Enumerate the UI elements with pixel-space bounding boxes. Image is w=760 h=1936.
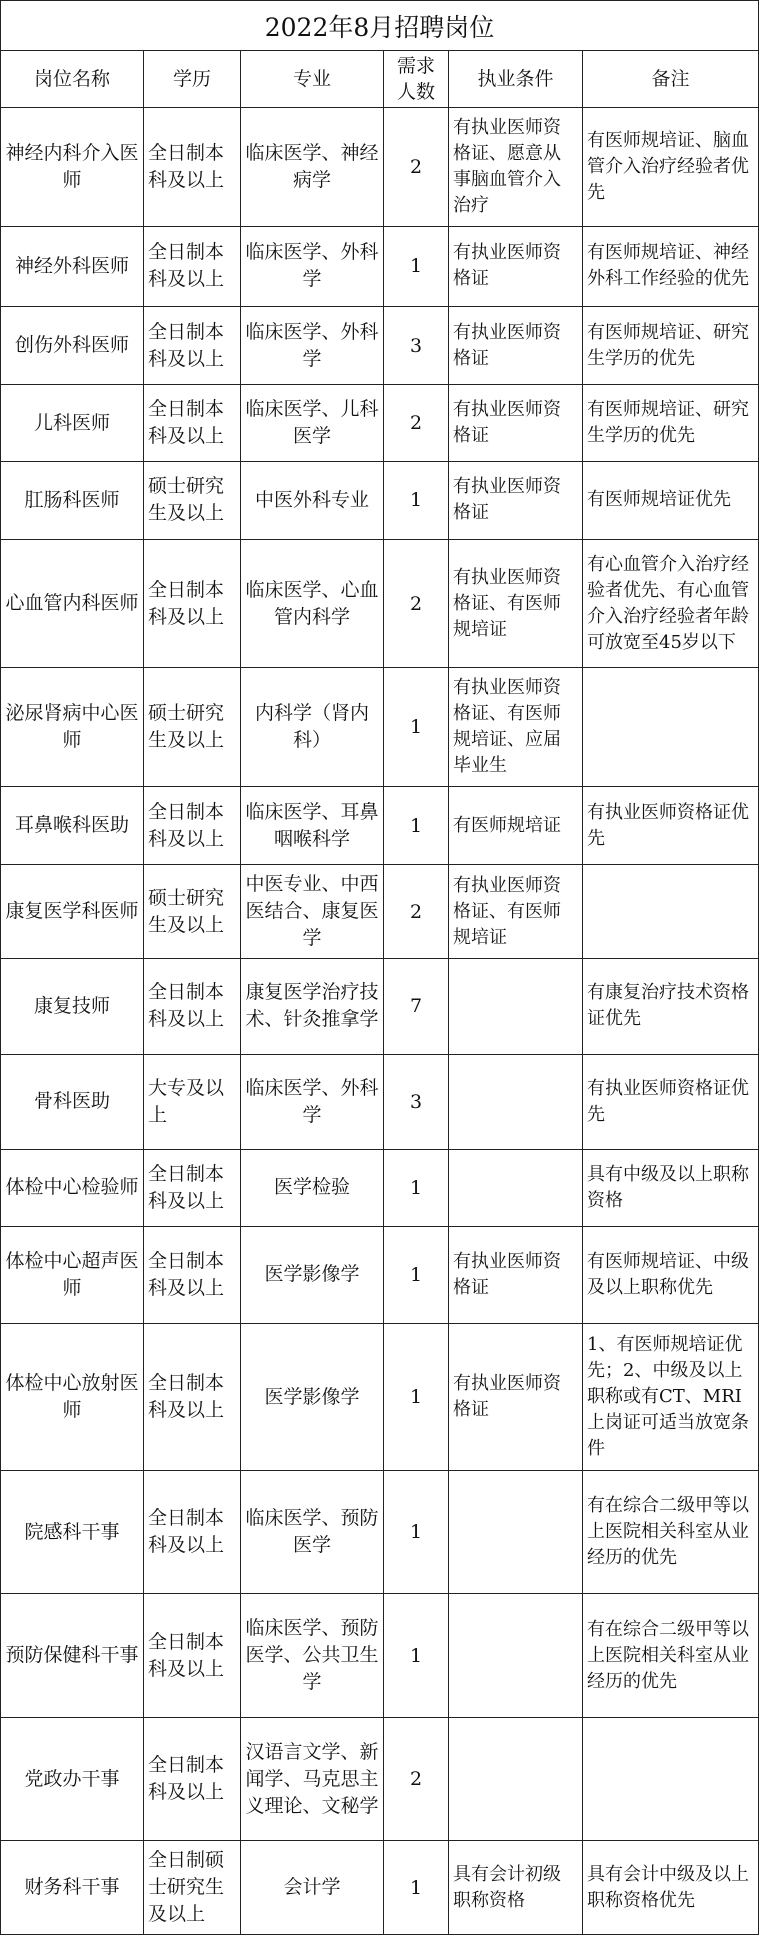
remarks-cell: 1、有医师规培证优先；2、中级及以上职称或有CT、MRI上岗证可适当放宽条件 <box>583 1324 759 1471</box>
major-cell: 医学检验 <box>241 1150 384 1226</box>
table-row <box>1 1054 759 1150</box>
table-row <box>1 1594 759 1718</box>
remarks-cell: 有执业医师资格证优先 <box>583 1054 759 1150</box>
education-cell: 全日制硕士研究生及以上 <box>144 1841 241 1935</box>
education-cell: 全日制本科及以上 <box>144 1718 241 1841</box>
qualification-cell: 有执业医师资格证、有医师规培证 <box>449 539 583 667</box>
major-cell: 临床医学、儿科医学 <box>241 385 384 461</box>
position-cell: 神经外科医师 <box>1 226 144 307</box>
count-cell: 1 <box>384 1841 449 1935</box>
qualification-cell: 有执业医师资格证 <box>449 226 583 307</box>
position-cell: 体检中心检验师 <box>1 1150 144 1226</box>
major-cell: 医学影像学 <box>241 1226 384 1324</box>
position-cell: 体检中心放射医师 <box>1 1324 144 1471</box>
education-cell: 大专及以上 <box>144 1054 241 1150</box>
count-cell: 1 <box>384 786 449 864</box>
major-cell: 临床医学、预防医学 <box>241 1471 384 1594</box>
count-cell: 1 <box>384 1471 449 1594</box>
remarks-cell <box>583 668 759 787</box>
column-header-count: 需求人数 <box>384 51 449 108</box>
remarks-cell: 具有会计中级及以上职称资格优先 <box>583 1841 759 1935</box>
count-cell: 2 <box>384 1718 449 1841</box>
qualification-cell: 有执业医师资格证、有医师规培证 <box>449 865 583 959</box>
count-cell: 1 <box>384 226 449 307</box>
title-row <box>1 1 759 51</box>
table-row <box>1 108 759 227</box>
position-cell: 儿科医师 <box>1 385 144 461</box>
count-cell: 2 <box>384 539 449 667</box>
qualification-cell: 有执业医师资格证、愿意从事脑血管介入治疗 <box>449 108 583 227</box>
table-row <box>1 958 759 1054</box>
education-cell: 全日制本科及以上 <box>144 786 241 864</box>
table-row <box>1 1150 759 1226</box>
major-cell: 临床医学、外科学 <box>241 226 384 307</box>
remarks-cell: 有医师规培证优先 <box>583 461 759 539</box>
education-cell: 全日制本科及以上 <box>144 108 241 227</box>
position-cell: 心血管内科医师 <box>1 539 144 667</box>
education-cell: 全日制本科及以上 <box>144 226 241 307</box>
count-cell: 2 <box>384 385 449 461</box>
table-row <box>1 226 759 307</box>
qualification-cell: 有执业医师资格证 <box>449 461 583 539</box>
major-cell: 医学影像学 <box>241 1324 384 1471</box>
position-cell: 体检中心超声医师 <box>1 1226 144 1324</box>
education-cell: 硕士研究生及以上 <box>144 668 241 787</box>
column-header-major: 专业 <box>241 51 384 108</box>
table-title: 2022年8月招聘岗位 <box>1 1 759 51</box>
position-cell: 肛肠科医师 <box>1 461 144 539</box>
qualification-cell: 有执业医师资格证、有医师规培证、应届毕业生 <box>449 668 583 787</box>
major-cell: 中医外科专业 <box>241 461 384 539</box>
major-cell: 临床医学、耳鼻咽喉科学 <box>241 786 384 864</box>
table-row <box>1 1471 759 1594</box>
education-cell: 全日制本科及以上 <box>144 1471 241 1594</box>
count-cell: 1 <box>384 1324 449 1471</box>
count-cell: 2 <box>384 108 449 227</box>
position-cell: 骨科医助 <box>1 1054 144 1150</box>
position-cell: 耳鼻喉科医助 <box>1 786 144 864</box>
remarks-cell: 有心血管介入治疗经验者优先、有心血管介入治疗经验者年龄可放宽至45岁以下 <box>583 539 759 667</box>
remarks-cell: 有医师规培证、脑血管介入治疗经验者优先 <box>583 108 759 227</box>
qualification-cell: 有执业医师资格证 <box>449 1324 583 1471</box>
column-header-remarks: 备注 <box>583 51 759 108</box>
table-body <box>1 108 759 1935</box>
count-cell: 7 <box>384 958 449 1054</box>
position-cell: 财务科干事 <box>1 1841 144 1935</box>
table-row <box>1 1718 759 1841</box>
count-cell: 3 <box>384 307 449 385</box>
count-cell: 1 <box>384 1594 449 1718</box>
remarks-cell: 有在综合二级甲等以上医院相关科室从业经历的优先 <box>583 1594 759 1718</box>
table-row <box>1 786 759 864</box>
count-cell: 1 <box>384 668 449 787</box>
header-row <box>1 51 759 108</box>
table-row <box>1 385 759 461</box>
position-cell: 党政办干事 <box>1 1718 144 1841</box>
qualification-cell <box>449 1054 583 1150</box>
position-cell: 神经内科介入医师 <box>1 108 144 227</box>
table-row <box>1 307 759 385</box>
qualification-cell <box>449 958 583 1054</box>
education-cell: 全日制本科及以上 <box>144 958 241 1054</box>
qualification-cell: 有医师规培证 <box>449 786 583 864</box>
table-row <box>1 1226 759 1324</box>
position-cell: 康复技师 <box>1 958 144 1054</box>
position-cell: 泌尿肾病中心医师 <box>1 668 144 787</box>
major-cell: 中医专业、中西医结合、康复医学 <box>241 865 384 959</box>
table-row <box>1 539 759 667</box>
qualification-cell <box>449 1718 583 1841</box>
table-row <box>1 1324 759 1471</box>
count-cell: 1 <box>384 461 449 539</box>
count-cell: 1 <box>384 1226 449 1324</box>
column-header-qualification: 执业条件 <box>449 51 583 108</box>
qualification-cell <box>449 1471 583 1594</box>
education-cell: 全日制本科及以上 <box>144 539 241 667</box>
position-cell: 康复医学科医师 <box>1 865 144 959</box>
column-header-position: 岗位名称 <box>1 51 144 108</box>
column-header-education: 学历 <box>144 51 241 108</box>
position-cell: 创伤外科医师 <box>1 307 144 385</box>
count-cell: 3 <box>384 1054 449 1150</box>
major-cell: 临床医学、心血管内科学 <box>241 539 384 667</box>
major-cell: 临床医学、预防医学、公共卫生学 <box>241 1594 384 1718</box>
count-cell: 2 <box>384 865 449 959</box>
table-row <box>1 1841 759 1935</box>
remarks-cell: 有康复治疗技术资格证优先 <box>583 958 759 1054</box>
education-cell: 全日制本科及以上 <box>144 385 241 461</box>
remarks-cell: 有在综合二级甲等以上医院相关科室从业经历的优先 <box>583 1471 759 1594</box>
remarks-cell: 有医师规培证、神经外科工作经验的优先 <box>583 226 759 307</box>
major-cell: 康复医学治疗技术、针灸推拿学 <box>241 958 384 1054</box>
qualification-cell: 有执业医师资格证 <box>449 1226 583 1324</box>
table-row <box>1 668 759 787</box>
major-cell: 临床医学、神经病学 <box>241 108 384 227</box>
qualification-cell: 具有会计初级职称资格 <box>449 1841 583 1935</box>
qualification-cell <box>449 1150 583 1226</box>
major-cell: 会计学 <box>241 1841 384 1935</box>
position-cell: 院感科干事 <box>1 1471 144 1594</box>
major-cell: 内科学（肾内科） <box>241 668 384 787</box>
education-cell: 硕士研究生及以上 <box>144 865 241 959</box>
education-cell: 全日制本科及以上 <box>144 1150 241 1226</box>
education-cell: 硕士研究生及以上 <box>144 461 241 539</box>
position-cell: 预防保健科干事 <box>1 1594 144 1718</box>
remarks-cell: 有医师规培证、中级及以上职称优先 <box>583 1226 759 1324</box>
remarks-cell <box>583 1718 759 1841</box>
major-cell: 临床医学、外科学 <box>241 307 384 385</box>
education-cell: 全日制本科及以上 <box>144 1226 241 1324</box>
count-cell: 1 <box>384 1150 449 1226</box>
remarks-cell <box>583 865 759 959</box>
remarks-cell: 有医师规培证、研究生学历的优先 <box>583 385 759 461</box>
qualification-cell <box>449 1594 583 1718</box>
table-row <box>1 461 759 539</box>
education-cell: 全日制本科及以上 <box>144 1594 241 1718</box>
education-cell: 全日制本科及以上 <box>144 1324 241 1471</box>
education-cell: 全日制本科及以上 <box>144 307 241 385</box>
remarks-cell: 有执业医师资格证优先 <box>583 786 759 864</box>
qualification-cell: 有执业医师资格证 <box>449 385 583 461</box>
remarks-cell: 有医师规培证、研究生学历的优先 <box>583 307 759 385</box>
remarks-cell: 具有中级及以上职称资格 <box>583 1150 759 1226</box>
table-row <box>1 865 759 959</box>
major-cell: 临床医学、外科学 <box>241 1054 384 1150</box>
qualification-cell: 有执业医师资格证 <box>449 307 583 385</box>
major-cell: 汉语言文学、新闻学、马克思主义理论、文秘学 <box>241 1718 384 1841</box>
